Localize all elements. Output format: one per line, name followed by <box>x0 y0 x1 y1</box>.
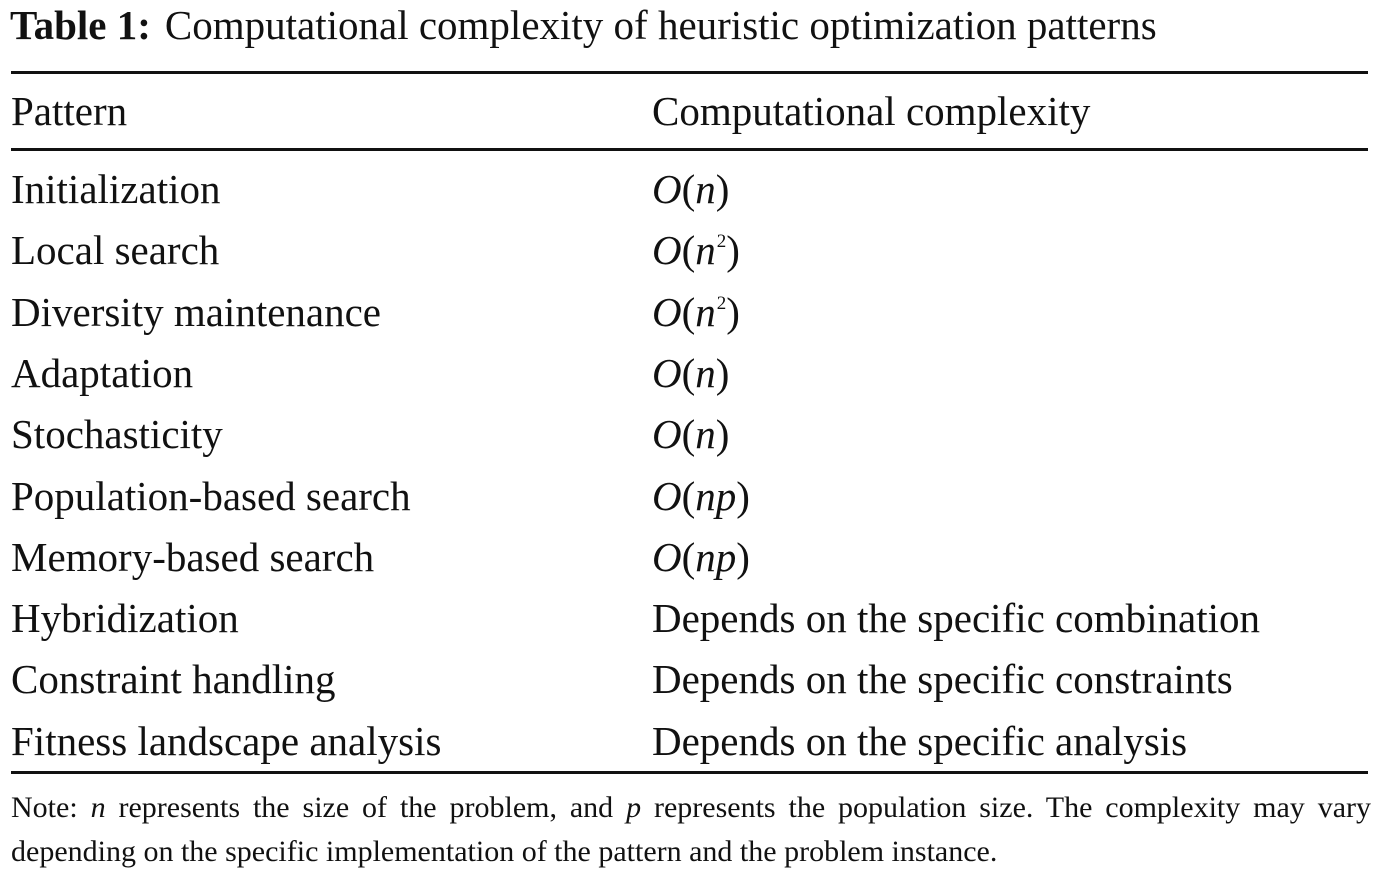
note-var-p: p <box>626 791 642 824</box>
table-row-complexity: O(np) <box>652 534 750 580</box>
complexity-variable: n <box>695 227 716 273</box>
complexity-exponent: 2 <box>716 293 727 314</box>
top-rule <box>11 71 1368 74</box>
complexity-variable: n <box>695 411 716 457</box>
table-row-complexity: $O(n^2)$ <box>652 227 740 273</box>
table-row-pattern: Initialization <box>11 166 221 212</box>
table-row-complexity: Depends on the specific analysis <box>652 718 1188 764</box>
table-caption <box>10 0 1157 50</box>
table-row-complexity: O(n) <box>652 166 730 212</box>
complexity-variable: n <box>695 289 716 335</box>
complexity-variable: np <box>695 473 737 519</box>
column-header-complexity: Computational complexity <box>652 88 1091 134</box>
bottom-rule <box>11 771 1368 774</box>
table-row-pattern: Constraint handling <box>11 656 336 702</box>
table-row-pattern: Local search <box>11 227 220 273</box>
table-row-pattern: Stochasticity <box>11 411 223 457</box>
note-prefix: Note: <box>11 791 91 824</box>
complexity-variable: np <box>695 534 737 580</box>
table-row-pattern: Memory-based search <box>11 534 375 580</box>
table-row-complexity: Depends on the specific constraints <box>652 656 1233 702</box>
header-rule <box>11 148 1368 151</box>
table-row-complexity: O(n) <box>652 411 730 457</box>
note-text-1: represents the size of the problem, and <box>105 791 627 824</box>
complexity-variable: n <box>695 350 716 396</box>
table-row-pattern: Population-based search <box>11 473 411 519</box>
table-label: Table 1: <box>10 2 151 48</box>
complexity-variable: n <box>695 166 716 212</box>
column-header-pattern: Pattern <box>11 88 128 134</box>
table-row-complexity: $O(n^2)$ <box>652 289 740 335</box>
table-row-pattern: Hybridization <box>11 595 239 641</box>
table-row-complexity: O(n) <box>652 350 730 396</box>
table-row-pattern: Adaptation <box>11 350 194 396</box>
table-note <box>11 786 1371 874</box>
table-row-pattern: Diversity maintenance <box>11 289 382 335</box>
complexity-exponent: 2 <box>716 231 727 252</box>
table-row-pattern: Fitness landscape analysis <box>11 718 442 764</box>
note-text-2: represents the population size. The complexity may vary depending on the specific implementation of the pattern and the problem instance. <box>11 791 1372 868</box>
table-title: Computational complexity of heuristic optimization patterns <box>164 2 1157 48</box>
table-row-complexity: Depends on the specific combination <box>652 595 1260 641</box>
table-row-complexity: O(np) <box>652 473 750 519</box>
note-var-n: n <box>90 791 106 824</box>
